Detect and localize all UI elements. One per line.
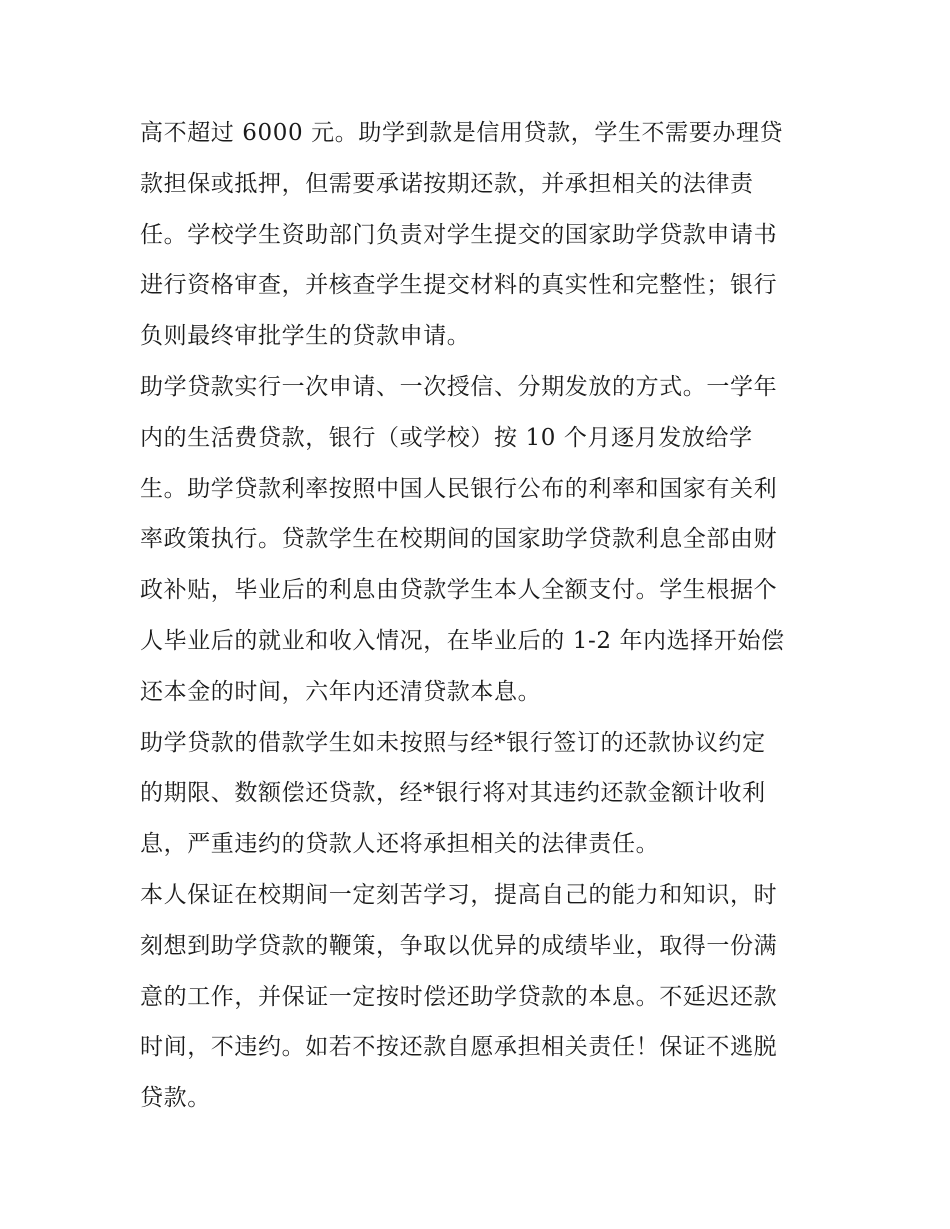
text-line: 任。学校学生资助部门负责对学生提交的国家助学贷款申请书 xyxy=(140,221,778,248)
text-line: 刻想到助学贷款的鞭策，争取以优异的成绩毕业，取得一份满 xyxy=(140,932,778,959)
text-line: 还本金的时间，六年内还清贷款本息。 xyxy=(140,678,542,705)
text-line: 时间，不违约。如若不按还款自愿承担相关责任！保证不逃脱 xyxy=(140,1034,778,1061)
document-body xyxy=(140,108,820,1124)
text-line: 人毕业后的就业和收入情况，在毕业后的 1-2 年内选择开始偿 xyxy=(140,627,785,654)
text-line: 率政策执行。贷款学生在校期间的国家助学贷款利息全部由财 xyxy=(140,526,778,553)
text-line: 高不超过 6000 元。助学到款是信用贷款，学生不需要办理贷 xyxy=(140,120,784,146)
text-line: 贷款。 xyxy=(140,1085,211,1112)
text-line: 内的生活费贷款，银行（或学校）按 10 个月逐月发放给学 xyxy=(140,424,753,451)
text-line: 助学贷款的借款学生如未按照与经*银行签订的还款协议约定 xyxy=(140,729,766,756)
text-line: 本人保证在校期间一定刻苦学习，提高自己的能力和知识，时 xyxy=(140,881,778,908)
text-line: 意的工作，并保证一定按时偿还助学贷款的本息。不延迟还款 xyxy=(140,983,778,1010)
text-line: 生。助学贷款利率按照中国人民银行公布的利率和国家有关利 xyxy=(140,475,778,502)
text-line: 负则最终审批学生的贷款申请。 xyxy=(140,323,471,350)
text-line: 息，严重违约的贷款人还将承担相关的法律责任。 xyxy=(140,831,660,858)
text-line: 政补贴，毕业后的利息由贷款学生本人全额支付。学生根据个 xyxy=(140,577,778,604)
text-line: 款担保或抵押，但需要承诺按期还款，并承担相关的法律责 xyxy=(140,170,754,197)
text-line: 助学贷款实行一次申请、一次授信、分期发放的方式。一学年 xyxy=(140,373,778,400)
text-line: 的期限、数额偿还贷款，经*银行将对其违约还款金额计收利 xyxy=(140,780,766,807)
text-line: 进行资格审查，并核查学生提交材料的真实性和完整性；银行 xyxy=(140,272,778,299)
